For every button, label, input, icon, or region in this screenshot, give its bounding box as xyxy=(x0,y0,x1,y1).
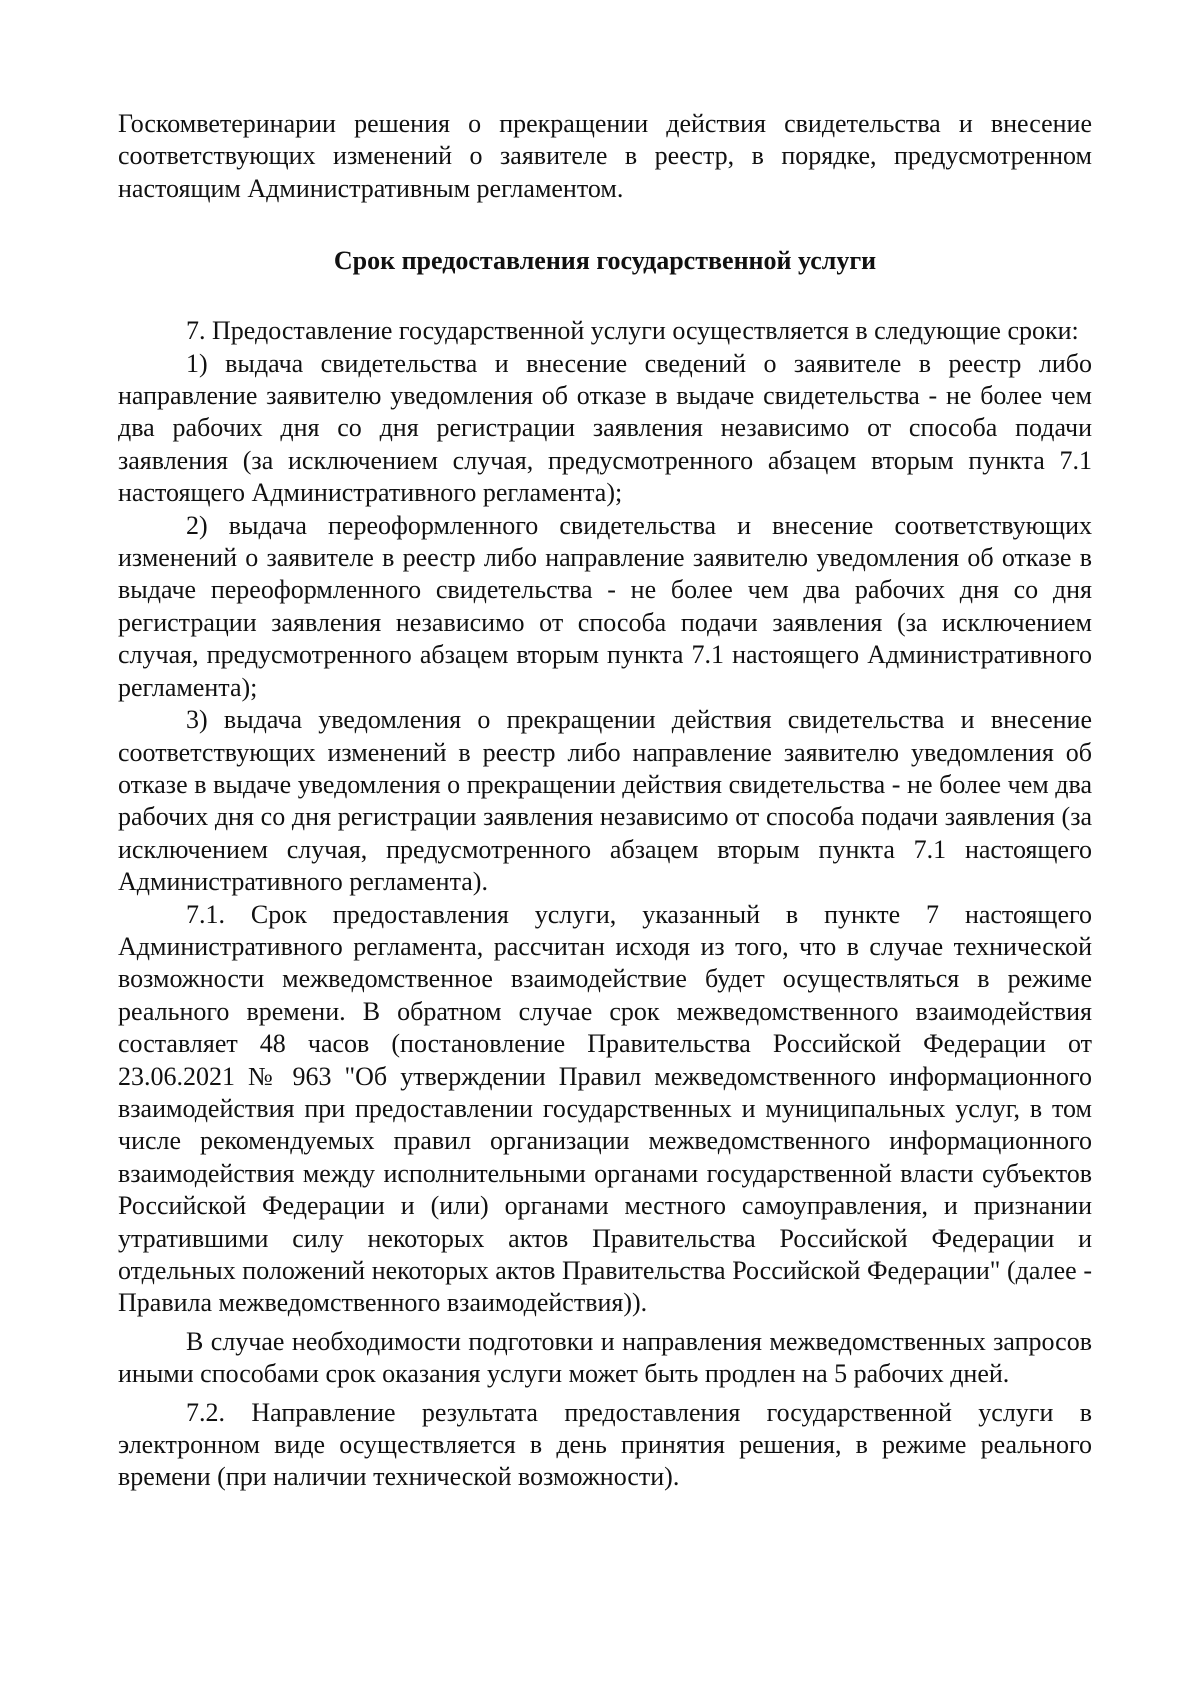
paragraph-7-2: 7.2. Направление результата предоставления государственной услуги в электронном виде осуществляется в день принятия решения, в режиме реального времени (при наличии технической возможности). xyxy=(118,1397,1092,1492)
paragraph-7-item-2: 2) выдача переоформленного свидетельства и внесение соответствующих изменений о заявителе в реестр либо направление заявителю уведомления об отказе в выдаче переоформленного свидетельства - не более чем два рабочих дня со дня регистрации заявления независимо от способа подачи заявления (за исключением случая, предусмотренного абзацем вторым пункта 7.1 настоящего Административного регламента); xyxy=(118,510,1092,702)
paragraph-7-item-1: 1) выдача свидетельства и внесение сведений о заявителе в реестр либо направление заявителю уведомления об отказе в выдаче свидетельства - не более чем два рабочих дня со дня регистрации заявления независимо от способа подачи заявления (за исключением случая, предусмотренного абзацем вторым пункта 7.1 настоящего Административного регламента); xyxy=(118,348,1092,508)
paragraph-7-1: 7.1. Срок предоставления услуги, указанный в пункте 7 настоящего Административного регламента, рассчитан исходя из того, что в случае технической возможности межведомственное взаимодействие будет осуществляться в режиме реального времени. В обратном случае срок межведомственного взаимодействия составляет 48 часов (постановление Правительства Российской Федерации от 23.06.2021 № 963 "Об утверждении Правил межведомственного информационного взаимодействия при предоставлении государственных и муниципальных услуг, в том числе рекомендуемых правил организации межведомственного информационного взаимодействия между исполнительными органами государственной власти субъектов Российской Федерации и (или) органами местного самоуправления, и признании утратившими силу некоторых актов Правительства Российской Федерации и отдельных положений некоторых актов Правительства Российской Федерации" (далее - Правила межведомственного взаимодействия)). xyxy=(118,899,1092,1318)
document-page xyxy=(118,108,1092,1494)
intro-paragraph: Госкомветеринарии решения о прекращении действия свидетельства и внесение соответствующих изменений о заявителе в реестр, в порядке, предусмотренном настоящим Административным регламентом. xyxy=(118,109,1092,203)
paragraph-7-item-3: 3) выдача уведомления о прекращении действия свидетельства и внесение соответствующих изменений в реестр либо направление заявителю уведомления об отказе в выдаче уведомления о прекращении действия свидетельства - не более чем два рабочих дня со дня регистрации заявления независимо от способа подачи заявления (за исключением случая, предусмотренного абзацем вторым пункта 7.1 настоящего Административного регламента). xyxy=(118,705,1092,897)
paragraph-7: 7. Предоставление государственной услуги осуществляется в следующие сроки: xyxy=(186,316,1079,346)
paragraph-7-1-second: В случае необходимости подготовки и направления межведомственных запросов иными способами срок оказания услуги может быть продлен на 5 рабочих дней. xyxy=(118,1326,1092,1389)
section-heading: Срок предоставления государственной услуги xyxy=(333,246,877,276)
